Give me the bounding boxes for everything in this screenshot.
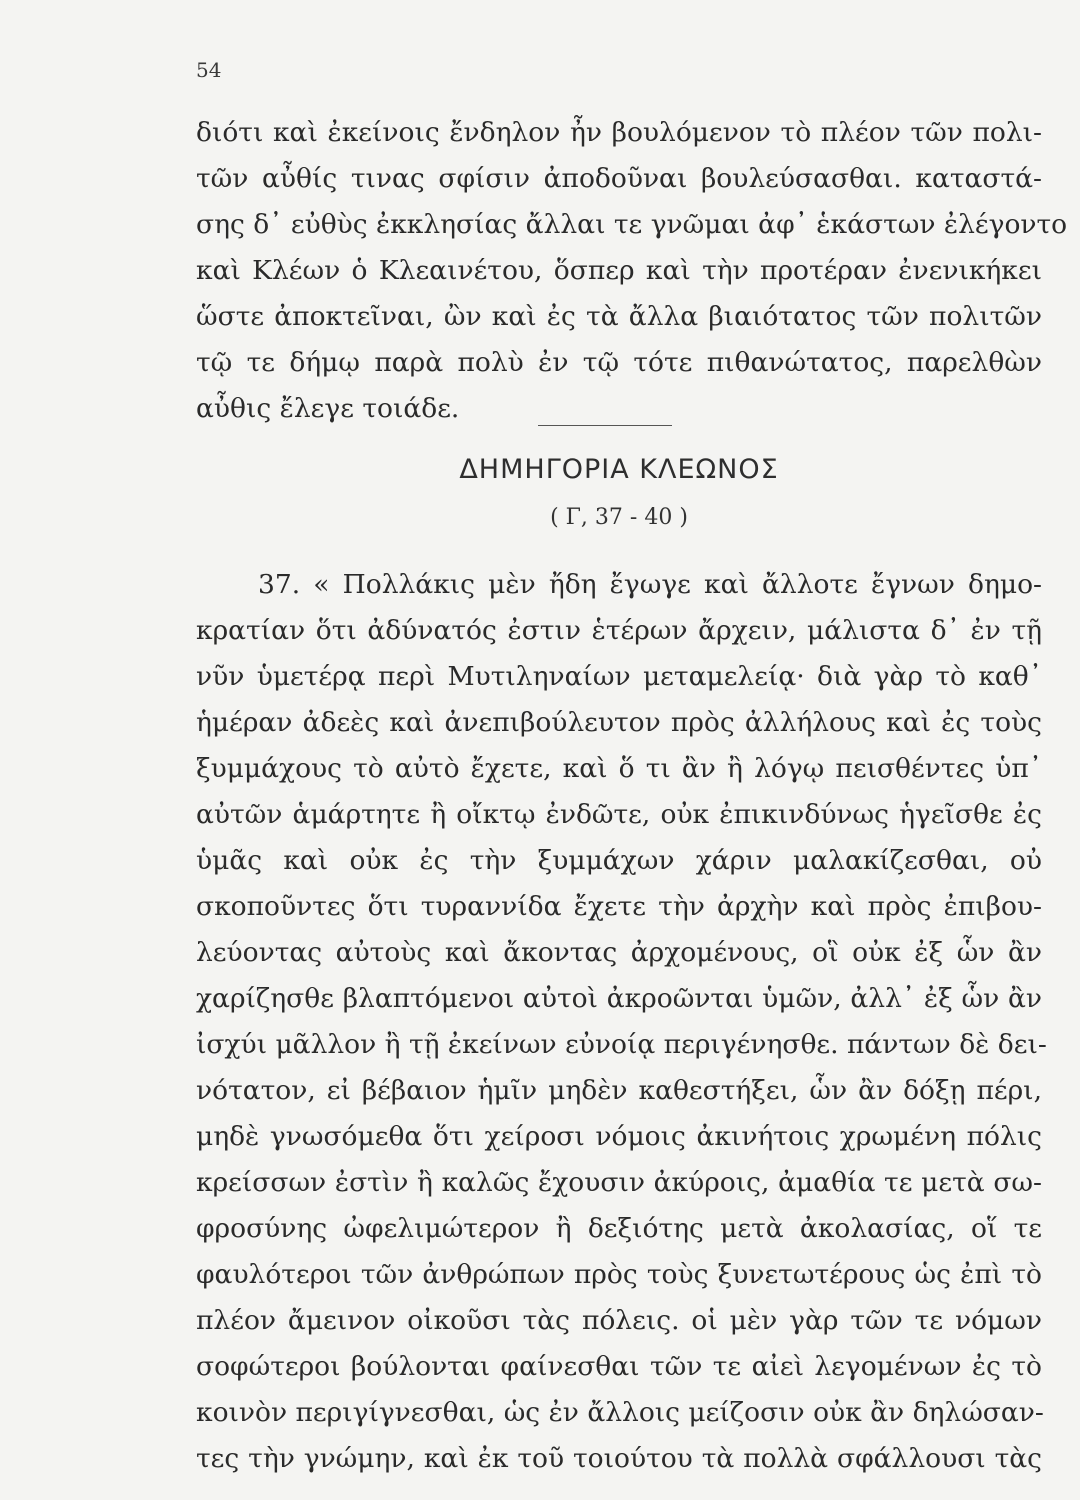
text-line: μηδὲ γνωσόμεθα ὅτι χείροσι νόμοις ἀκινήτοις χρωμένη πόλις bbox=[196, 1121, 1042, 1152]
text-line: χαρίζησθε βλαπτόμενοι αὐτοὶ ἀκροῶνται ὑμῶν, ἀλλ᾽ ἐξ ὧν ἂν bbox=[196, 983, 1042, 1014]
text-line: φαυλότεροι τῶν ἀνθρώπων πρὸς τοὺς ξυνετωτέρους ὡς ἐπὶ τὸ bbox=[196, 1259, 1042, 1290]
intro-paragraph bbox=[196, 110, 1068, 432]
text-line: σκοποῦντες ὅτι τυραννίδα ἔχετε τὴν ἀρχὴν καὶ πρὸς ἐπιβου- bbox=[196, 891, 1042, 922]
text-line: σης δ᾽ εὐθὺς ἐκκλησίας ἄλλαι τε γνῶμαι ἀφ᾽ ἑκάστων ἐλέγοντο bbox=[196, 209, 1068, 240]
text-line: ξυμμάχους τὸ αὐτὸ ἔχετε, καὶ ὅ τι ἂν ἢ λόγῳ πεισθέντες ὑπ᾽ bbox=[196, 753, 1042, 784]
text-line: ἰσχύι μᾶλλον ἢ τῇ ἐκείνων εὐνοίᾳ περιγένησθε. πάντων δὲ δει- bbox=[196, 1029, 1047, 1060]
text-line: νότατον, εἰ βέβαιον ἡμῖν μηδὲν καθεστήξει, ὧν ἂν δόξῃ πέρι, bbox=[196, 1075, 1042, 1106]
text-line: διότι καὶ ἐκείνοις ἔνδηλον ἦν βουλόμενον τὸ πλέον τῶν πολι- bbox=[196, 117, 1042, 148]
text-line: κρατίαν ὅτι ἀδύνατός ἐστιν ἑτέρων ἄρχειν, μάλιστα δ᾽ ἐν τῇ bbox=[196, 615, 1042, 646]
text-line: φροσύνης ὠφελιμώτερον ἢ δεξιότης μετὰ ἀκολασίας, οἵ τε bbox=[196, 1213, 1042, 1244]
text-line: 37. « Πολλάκις μὲν ἤδη ἔγωγε καὶ ἄλλοτε ἔγνων δημο- bbox=[258, 569, 1042, 600]
text-line: σοφώτεροι βούλονται φαίνεσθαι τῶν τε αἰεὶ λεγομένων ἐς τὸ bbox=[196, 1351, 1042, 1382]
text-line: αὖθις ἔλεγε τοιάδε. bbox=[196, 393, 460, 424]
page-number: 54 bbox=[196, 58, 222, 82]
text-line: ὑμᾶς καὶ οὐκ ἐς τὴν ξυμμάχων χάριν μαλακίζεσθαι, οὐ bbox=[196, 845, 1042, 876]
section-heading: ΔΗΜΗΓΟΡΙΑ ΚΛΕΩΝΟΣ bbox=[459, 454, 779, 485]
text-line: τῷ τε δήμῳ παρὰ πολὺ ἐν τῷ τότε πιθανώτατος, παρελθὼν bbox=[196, 347, 1042, 378]
text-line: τῶν αὖθίς τινας σφίσιν ἀποδοῦναι βουλεύσασθαι. καταστά- bbox=[196, 163, 1042, 194]
text-line: λεύοντας αὐτοὺς καὶ ἄκοντας ἀρχομένους, οἳ οὐκ ἐξ ὧν ἂν bbox=[196, 937, 1042, 968]
text-line: πλέον ἄμεινον οἰκοῦσι τὰς πόλεις. οἱ μὲν γὰρ τῶν τε νόμων bbox=[196, 1305, 1042, 1336]
text-line: κρείσσων ἐστὶν ἢ καλῶς ἔχουσιν ἀκύροις, ἀμαθία τε μετὰ σω- bbox=[196, 1167, 1042, 1198]
text-line: κοινὸν περιγίγνεσθαι, ὡς ἐν ἄλλοις μείζοσιν οὐκ ἂν δηλώσαν- bbox=[196, 1397, 1044, 1428]
text-line: αὐτῶν ἁμάρτητε ἢ οἴκτῳ ἐνδῶτε, οὐκ ἐπικινδύνως ἡγεῖσθε ἐς bbox=[196, 799, 1042, 830]
text-line: νῦν ὑμετέρᾳ περὶ Μυτιληναίων μεταμελείᾳ· διὰ γὰρ τὸ καθ᾽ bbox=[196, 661, 1042, 692]
text-line: καὶ Κλέων ὁ Κλεαινέτου, ὅσπερ καὶ τὴν προτέραν ἐνενικήκει bbox=[196, 255, 1042, 286]
section-reference: ( Γ, 37 - 40 ) bbox=[550, 505, 688, 530]
speech-paragraph bbox=[196, 562, 1047, 1482]
text-line: ὥστε ἀποκτεῖναι, ὢν καὶ ἐς τὰ ἄλλα βιαιότατος τῶν πολιτῶν bbox=[196, 301, 1042, 332]
text-line: τες τὴν γνώμην, καὶ ἐκ τοῦ τοιούτου τὰ πολλὰ σφάλλουσι τὰς bbox=[196, 1443, 1042, 1474]
text-line: ἡμέραν ἀδεὲς καὶ ἀνεπιβούλευτον πρὸς ἀλλήλους καὶ ἐς τοὺς bbox=[196, 707, 1042, 738]
section-divider bbox=[538, 425, 672, 426]
